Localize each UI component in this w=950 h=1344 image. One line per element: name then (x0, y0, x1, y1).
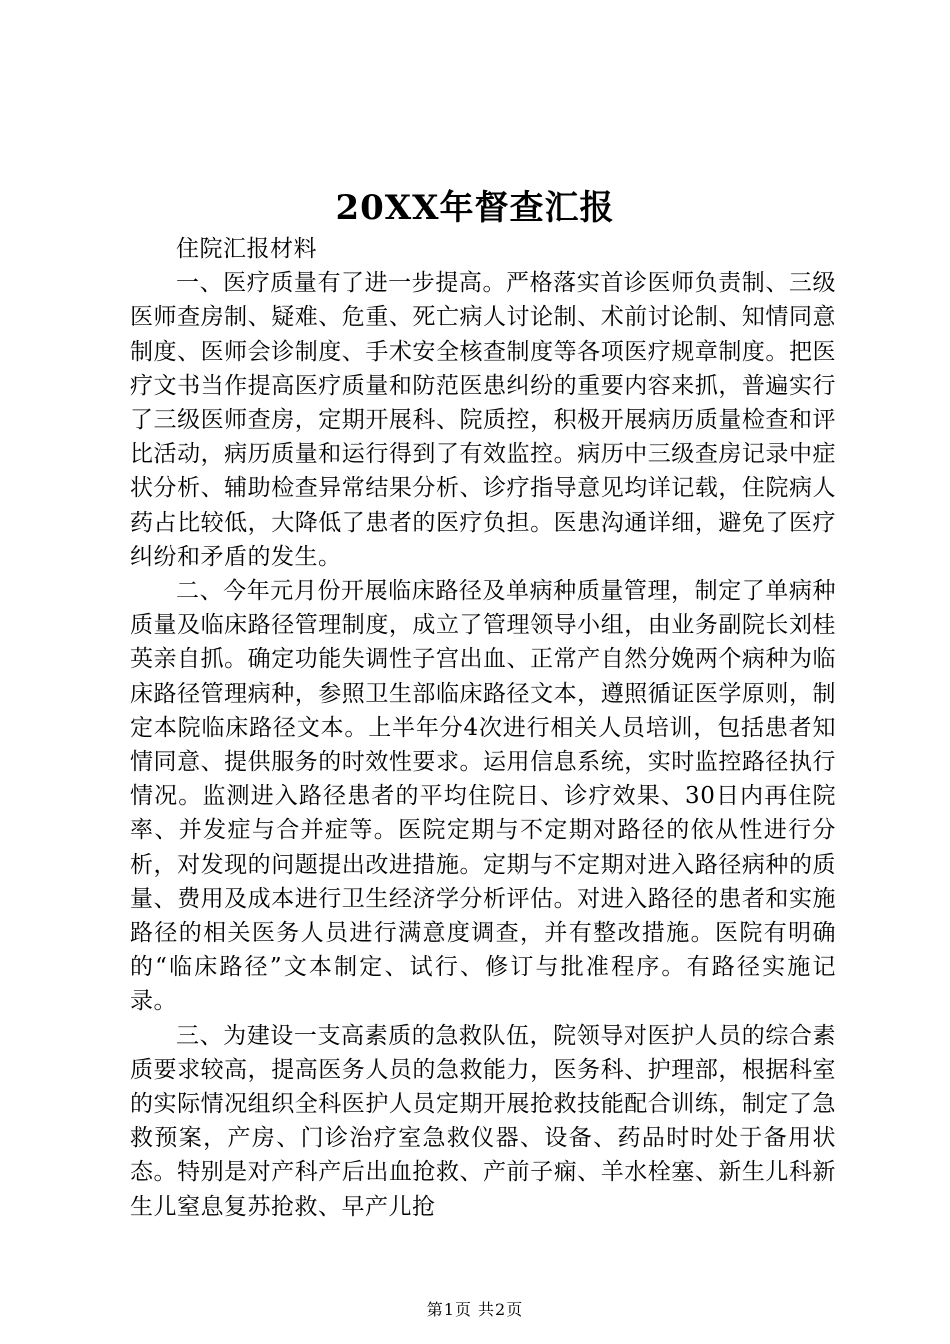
paragraph-2: 二、今年元月份开展临床路径及单病种质量管理，制定了单病种质量及临床路径管理制度，成立了管理领导小组，由业务副院长刘桂英亲自抓。确定功能失调性子宫出血、正常产自然分娩两个病种为临床路径管理病种，参照卫生部临床路径文本，遵照循证医学原则，制定本院临床路径文本。上半年分4次进行相关人员培训，包括患者知情同意、提供服务的时效性要求。运用信息系统，实时监控路径执行情况。监测进入路径患者的平均住院日、诊疗效果、30日内再住院率、并发症与合并症等。医院定期与不定期对路径的依从性进行分析，对发现的问题提出改进措施。定期与不定期对进入路径病种的质量、费用及成本进行卫生经济学分析评估。对进入路径的患者和实施路径的相关医务人员进行满意度调查，并有整改措施。医院有明确的“临床路径”文本制定、试行、修订与批准程序。有路径实施记录。 (130, 578, 836, 1015)
page-footer: 第1页 共2页 (426, 1300, 524, 1319)
document-title: 20XX年督查汇报 (335, 188, 615, 228)
paragraph-1: 一、医疗质量有了进一步提高。严格落实首诊医师负责制、三级医师查房制、疑难、危重、死亡病人讨论制、术前讨论制、知情同意制度、医师会诊制度、手术安全核查制度等各项医疗规章制度。把医疗文书当作提高医疗质量和防范医患纠纷的重要内容来抓，普遍实行了三级医师查房，定期开展科、院质控，积极开展病历质量检查和评比活动，病历质量和运行得到了有效监控。病历中三级查房记录中症状分析、辅助检查异常结果分析、诊疗指导意见均详记载，住院病人药占比较低，大降低了患者的医疗负担。医患沟通详细，避免了医疗纠纷和矛盾的发生。 (130, 270, 836, 570)
document-body (130, 232, 836, 1224)
paragraph-3: 三、为建设一支高素质的急救队伍，院领导对医护人员的综合素质要求较高，提高医务人员的急救能力，医务科、护理部，根据科室的实际情况组织全科医护人员定期开展抢救技能配合训练，制定了急救预案，产房、门诊治疗室急救仪器、设备、药品时时处于备用状态。特别是对产科产后出血抢救、产前子痫、羊水栓塞、新生儿科新生儿窒息复苏抢救、早产儿抢 (130, 1022, 836, 1220)
document-subtitle: 住院汇报材料 (176, 236, 317, 262)
